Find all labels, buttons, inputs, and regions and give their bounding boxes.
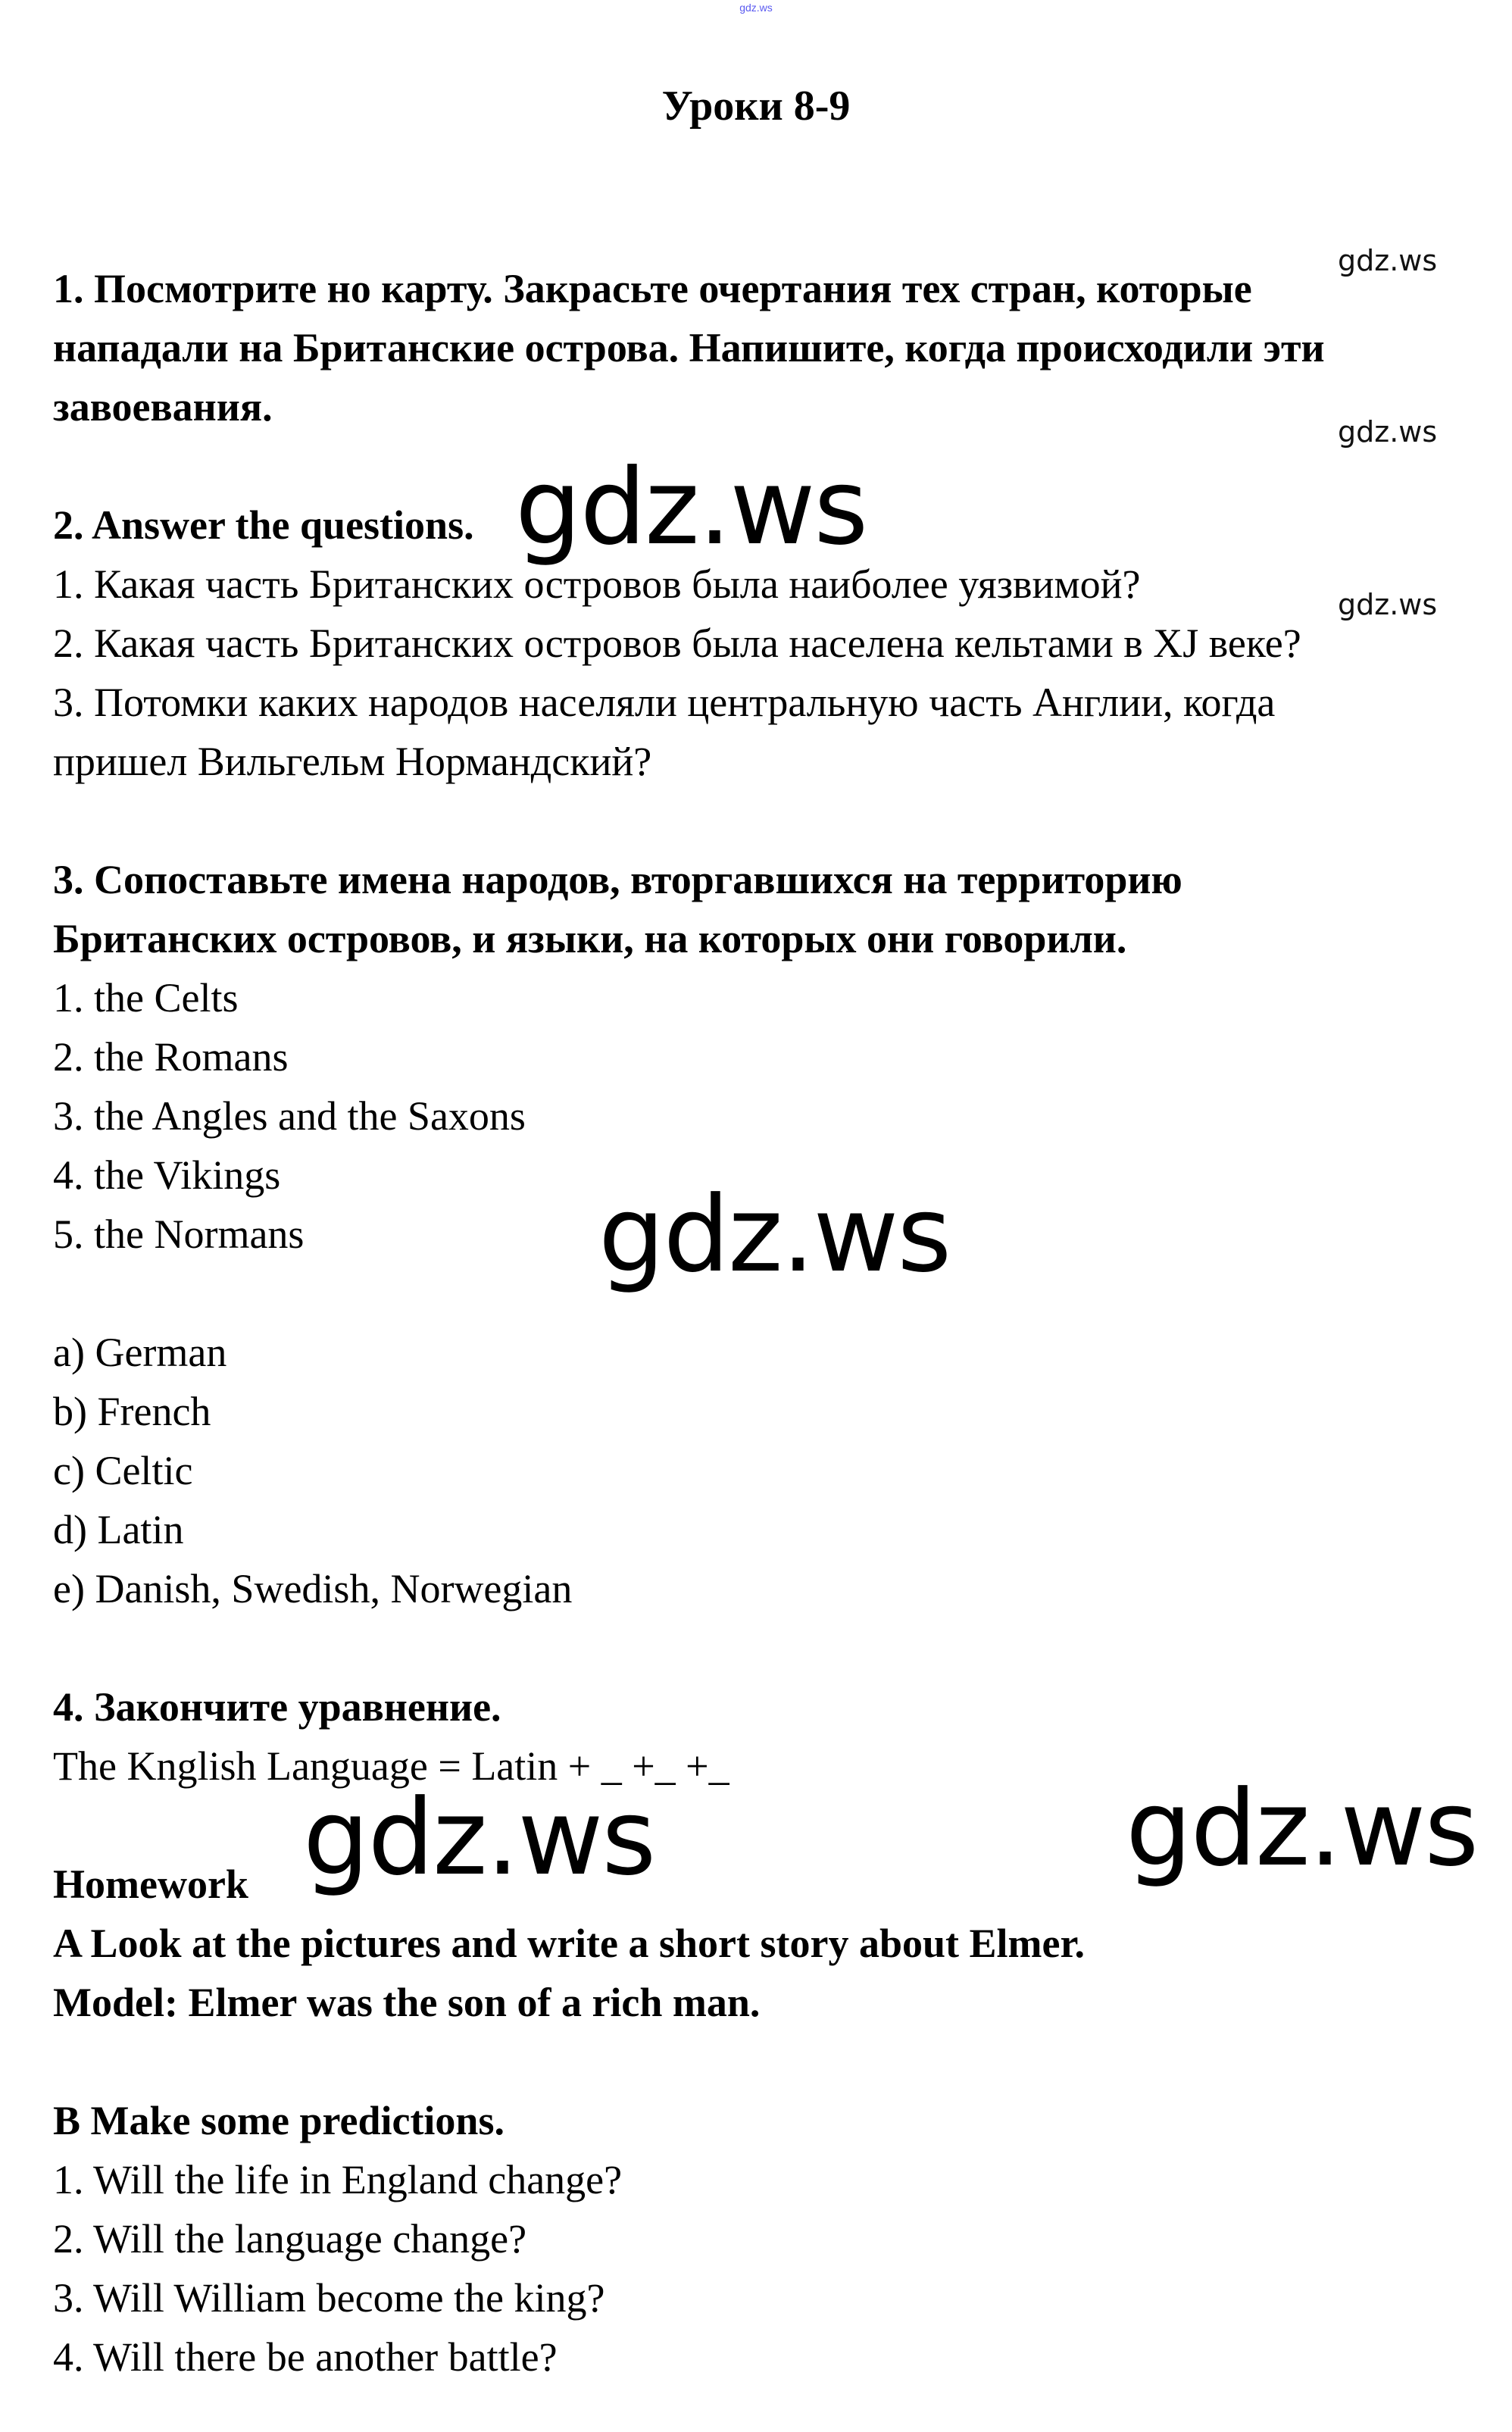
watermark-big-1: gdz.ws bbox=[515, 446, 867, 568]
task2-heading: 2. Answer the questions. bbox=[53, 502, 474, 548]
language-item: c) Celtic bbox=[53, 1448, 193, 1493]
watermark-small-1: gdz.ws bbox=[1338, 244, 1438, 277]
language-item: b) French bbox=[53, 1389, 211, 1434]
task2-question-1: 1. Какая часть Британских островов была наиболее уязвимой? bbox=[53, 561, 1141, 607]
homework-a-line: A Look at the pictures and write a short story about Elmer. bbox=[53, 1921, 1085, 1966]
language-item: d) Latin bbox=[53, 1507, 184, 1552]
task4-heading: 4. Закончите уравнение. bbox=[53, 1684, 501, 1730]
people-item: 5. the Normans bbox=[53, 1211, 305, 1257]
people-item: 4. the Vikings bbox=[53, 1152, 281, 1198]
homework-b-heading: B Make some predictions. bbox=[53, 2098, 505, 2143]
people-item: 1. the Celts bbox=[53, 975, 239, 1021]
page-title: Уроки 8-9 bbox=[661, 83, 851, 130]
task1-line-1: 1. Посмотрите но карту. Закрасьте очертания тех стран, которые bbox=[53, 266, 1252, 311]
task4-equation: The Knglish Language = Latin + _ +_ +_ bbox=[53, 1743, 729, 1789]
task3-heading-line-1: 3. Сопоставьте имена народов, вторгавшихся на территорию bbox=[53, 857, 1182, 902]
task2-question-2: 2. Какая часть Британских островов была населена кельтами в XJ веке? bbox=[53, 621, 1301, 666]
people-item: 2. the Romans bbox=[53, 1034, 289, 1080]
language-item: a) German bbox=[53, 1330, 227, 1375]
watermark-big-2: gdz.ws bbox=[598, 1174, 951, 1296]
prediction-item: 1. Will the life in England change? bbox=[53, 2157, 623, 2202]
task2-question-3b: пришел Вильгельм Нормандский? bbox=[53, 739, 652, 784]
task1-line-2: нападали на Британские острова. Напишите, когда происходили эти bbox=[53, 325, 1325, 370]
task3-heading-line-2: Британских островов, и языки, на которых они говорили. bbox=[53, 916, 1127, 961]
task1-line-3: завоевания. bbox=[53, 384, 273, 430]
prediction-item: 4. Will there be another battle? bbox=[53, 2334, 558, 2380]
watermark-small-3: gdz.ws bbox=[1338, 588, 1438, 621]
watermark-top: gdz.ws bbox=[739, 2, 773, 14]
homework-model-line: Model: Elmer was the son of a rich man. bbox=[53, 1980, 761, 2025]
task2-question-3a: 3. Потомки каких народов населяли центральную часть Англии, когда bbox=[53, 680, 1276, 725]
language-item: e) Danish, Swedish, Norwegian bbox=[53, 1566, 573, 1611]
prediction-item: 3. Will William become the king? bbox=[53, 2275, 605, 2321]
watermark-big-3: gdz.ws bbox=[303, 1777, 655, 1899]
prediction-item: 2. Will the language change? bbox=[53, 2216, 527, 2262]
people-item: 3. the Angles and the Saxons bbox=[53, 1093, 526, 1139]
watermark-big-4: gdz.ws bbox=[1126, 1768, 1478, 1890]
homework-heading: Homework bbox=[53, 1862, 248, 1907]
watermark-small-2: gdz.ws bbox=[1338, 415, 1438, 449]
